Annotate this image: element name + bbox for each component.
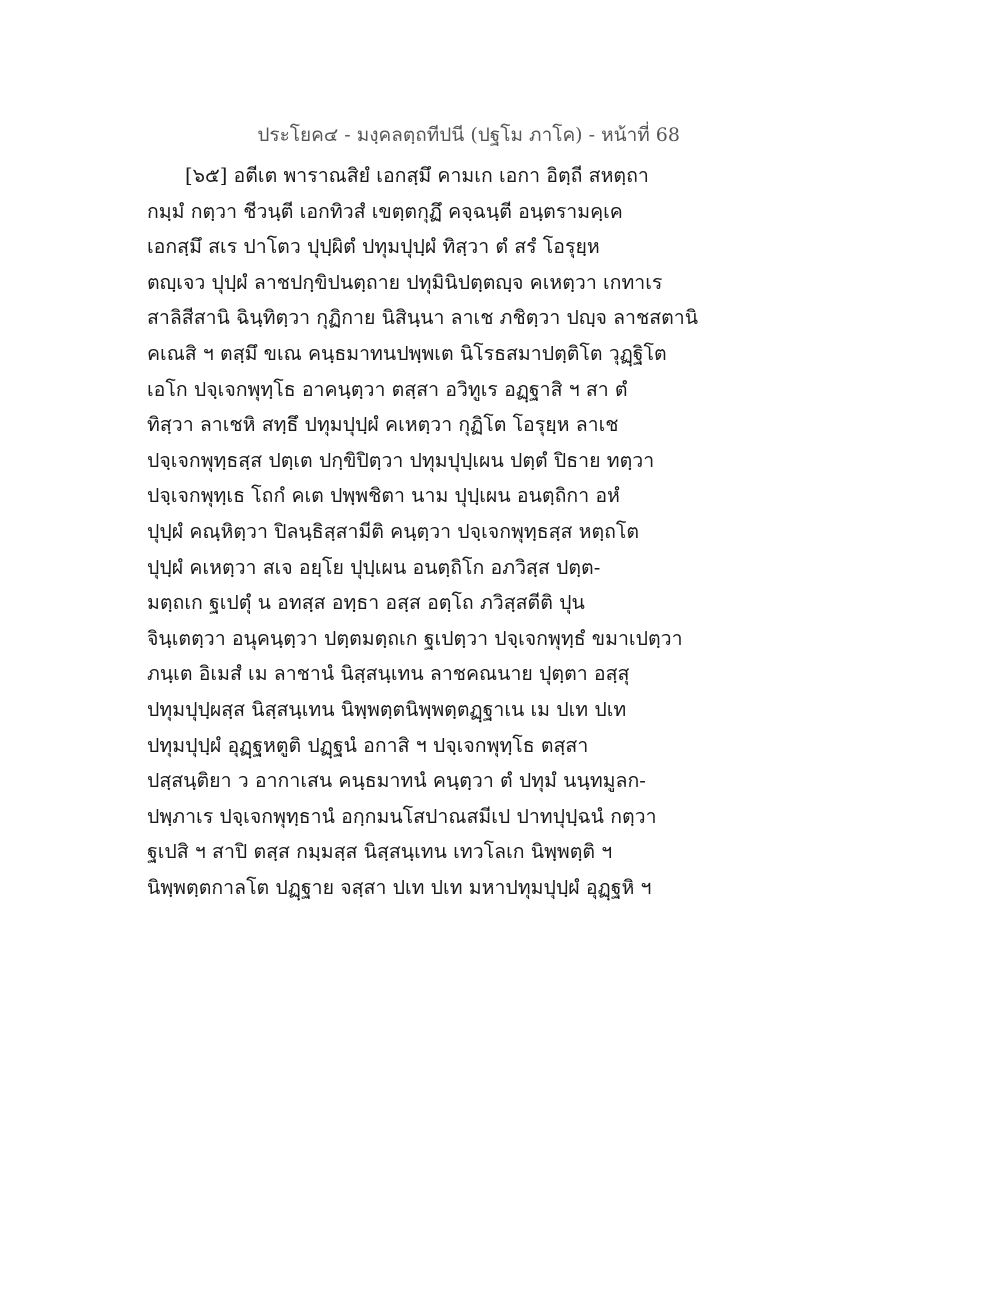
text-line: ปจฺเจกพุทฺธสฺส ปตฺเต ปกฺขิปิตฺวา ปทุมปุปฺเผน ปตฺตํ ปิธาย ทตฺวา	[147, 448, 655, 472]
text-line: จินฺเตตฺวา อนุคนฺตฺวา ปตฺตมตฺถเก ฐเปตฺวา ปจฺเจกพุทฺธํ ขมาเปตฺวา	[147, 626, 683, 650]
text-line: สาลิสีสานิ ฉินฺทิตฺวา กุฏิกาย นิสินฺนา ลาเช ภชิตฺวา ปญฺจ ลาชสตานิ	[147, 306, 699, 330]
text-line: ปุปฺผํ คณฺหิตฺวา ปิลนฺธิสฺสามีติ คนฺตฺวา ปจฺเจกพุทฺธสฺส หตฺถโต	[147, 519, 640, 543]
text-line: เอกสฺมึ สเร ปาโตว ปุปฺผิตํ ปทุมปุปฺผํ ทิสฺวา ตํ สรํ โอรุยฺห	[147, 235, 600, 259]
text-line: ปสฺสนฺติยา ว อากาเสน คนฺธมาทนํ คนฺตฺวา ตํ ปทุมํ นนฺทมูลก-	[147, 769, 646, 793]
text-line: คเณสิ ฯ ตสฺมึ ขเณ คนฺธมาทนปพฺพเต นิโรธสมาปตฺติโต วุฏฺฐิโต	[147, 341, 667, 365]
text-line: ตญฺเจว ปุปฺผํ ลาชปกฺขิปนตฺถาย ปทุมินิปตฺตญฺจ คเหตฺวา เกทาเร	[147, 270, 663, 294]
text-line: ปจฺเจกพุทฺเธ โถกํ คเต ปพฺพชิตา นาม ปุปฺเผน อนตฺถิกา อหํ	[147, 484, 620, 508]
page-header: ประโยค๔ - มงฺคลตฺถทีปนี (ปฐโม ภาโค) - หน้าที่ 68	[257, 124, 680, 146]
text-line: ภนฺเต อิเมสํ เม ลาชานํ นิสฺสนฺเทน ลาชคณนาย ปุตฺตา อสฺสุ	[147, 662, 630, 686]
body-text	[147, 158, 717, 905]
text-line: ปพฺภาเร ปจฺเจกพุทฺธานํ อกฺกมนโสปาณสมีเป ปาทปุปฺฉนํ กตฺวา	[147, 804, 657, 828]
text-line: ทิสฺวา ลาเชหิ สทฺธึ ปทุมปุปฺผํ คเหตฺวา กุฏิโต โอรุยฺห ลาเช	[147, 413, 619, 437]
text-line: มตฺถเก ฐเปตุํ น อทสฺส อทฺธา อสฺส อตฺโถ ภวิสฺสตีติ ปุน	[147, 591, 585, 615]
text-line: กมฺมํ กตฺวา ชีวนฺตี เอกทิวสํ เขตฺตกุฏึ คจฺฉนฺตี อนฺตรามคฺเค	[147, 199, 623, 223]
text-line: [๖๕] อตีเต พาราณสิยํ เอกสฺมึ คามเก เอกา อิตฺถี สหตฺถา	[185, 164, 649, 187]
text-line: ปุปฺผํ คเหตฺวา สเจ อยฺโย ปุปฺเผน อนตฺถิโก อภวิสฺส ปตฺต-	[147, 555, 601, 579]
text-line: เอโก ปจฺเจกพุทฺโธ อาคนฺตฺวา ตสฺสา อวิทูเร อฏฺฐาสิ ฯ สา ตํ	[147, 377, 628, 401]
text-line: ปทุมปุปฺผํ อุฏฺฐหตูติ ปฏฺฐนํ อกาสิ ฯ ปจฺเจกพุทฺโธ ตสฺสา	[147, 733, 589, 757]
text-line: ฐเปสิ ฯ สาปิ ตสฺส กมฺมสฺส นิสฺสนฺเทน เทวโลเก นิพฺพตฺติ ฯ	[147, 840, 613, 864]
text-line: นิพฺพตฺตกาลโต ปฏฺฐาย จสฺสา ปเท ปเท มหาปทุมปุปฺผํ อุฏฺฐหิ ฯ	[147, 875, 652, 899]
text-line: ปทุมปุปฺผสฺส นิสฺสนฺเทน นิพฺพตฺตนิพฺพตฺตฏฺฐาเน เม ปเท ปเท	[147, 697, 627, 721]
